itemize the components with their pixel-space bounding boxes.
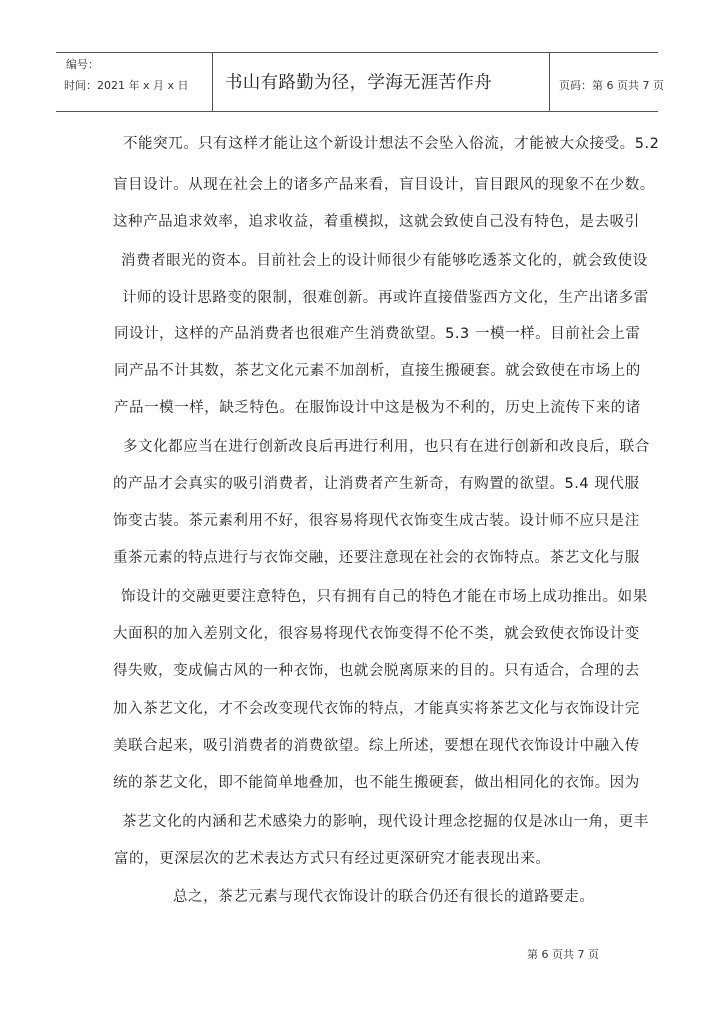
text-line: 加入茶艺文化，才不会改变现代衣饰的特点，才能真实将茶艺文化与衣饰设计完 [113,701,640,717]
text-line: 这种产品追求效率，追求收益，着重模拟，这就会致使自己没有特色，是去吸引 [113,214,640,230]
text-line: 饰设计的交融更要注意特色，只有拥有自己的特色才能在市场上成功推出。如果 [121,589,648,605]
page-header [56,52,664,112]
header-right-cell [549,53,664,111]
text-line: 富的，更深层次的艺术表达方式只有经过更深研究才能表现出来。 [114,851,551,867]
text-line: 得失败，变成偏古风的一种衣饰，也就会脱离原来的目的。只有适合，合理的去 [113,663,640,679]
document-date: 时间：2021 年 x 月 x 日 [64,79,189,92]
text-line: 多文化都应当在进行创新改良后再进行利用，也只有在进行创新和改良后，联合 [123,439,650,455]
text-line: 计师的设计思路变的限制，很难创新。再或许直接借鉴西方文化，生产出诸多雷 [122,290,649,306]
text-line: 同设计，这样的产品消费者也很难产生消费欲望。5.3 一模一样。目前社会上雷 [114,326,641,342]
closing-line: 总之，茶艺元素与现代衣饰设计的联合仍还有很长的道路要走。 [173,889,595,905]
text-line: 不能突兀。只有这样才能让这个新设计想法不会坠入俗流，才能被大众接受。5.2 [123,136,660,152]
header-center-cell [212,53,550,111]
header-motto: 书山有路勤为径，学海无涯苦作舟 [225,73,492,93]
text-line: 的产品才会真实的吸引消费者，让消费者产生新奇，有购置的欲望。5.4 现代服 [113,476,640,492]
text-line: 茶艺文化的内涵和艺术感染力的影响，现代设计理念挖掘的仅是冰山一角，更丰 [122,814,649,830]
text-line: 同产品不计其数，茶艺文化元素不加剖析，直接生搬硬套。就会致使在市场上的 [114,363,641,379]
text-line: 大面积的加入差别文化，很容易将现代衣饰变得不伦不类，就会致使衣饰设计变 [113,626,640,642]
text-line: 饰变古装。茶元素利用不好，很容易将现代衣饰变生成古装。设计师不应只是注 [113,513,640,529]
header-left-cell [56,53,212,111]
text-line: 美联合起来，吸引消费者的消费欲望。综上所述，要想在现代衣饰设计中融入传 [113,738,640,754]
text-line: 盲目设计。从现在社会上的诸多产品来看，盲目设计，盲目跟风的现象不在少数。 [113,177,655,193]
text-line: 重茶元素的特点进行与衣饰交融，还要注意现在社会的衣饰特点。茶艺文化与服 [113,550,640,566]
document-number-label: 编号： [66,58,99,71]
header-page-info: 页码：第 6 页共 7 页 [559,79,664,92]
footer-page-info: 第 6 页共 7 页 [527,948,599,961]
text-line: 消费者眼光的资本。目前社会上的设计师很少有能够吃透茶文化的，就会致使设 [121,253,648,269]
text-line: 统的茶艺文化，即不能简单地叠加，也不能生搬硬套，做出相同化的衣饰。因为 [113,775,640,791]
text-line: 产品一模一样，缺乏特色。在服饰设计中这是极为不利的，历史上流传下来的诸 [114,400,641,416]
